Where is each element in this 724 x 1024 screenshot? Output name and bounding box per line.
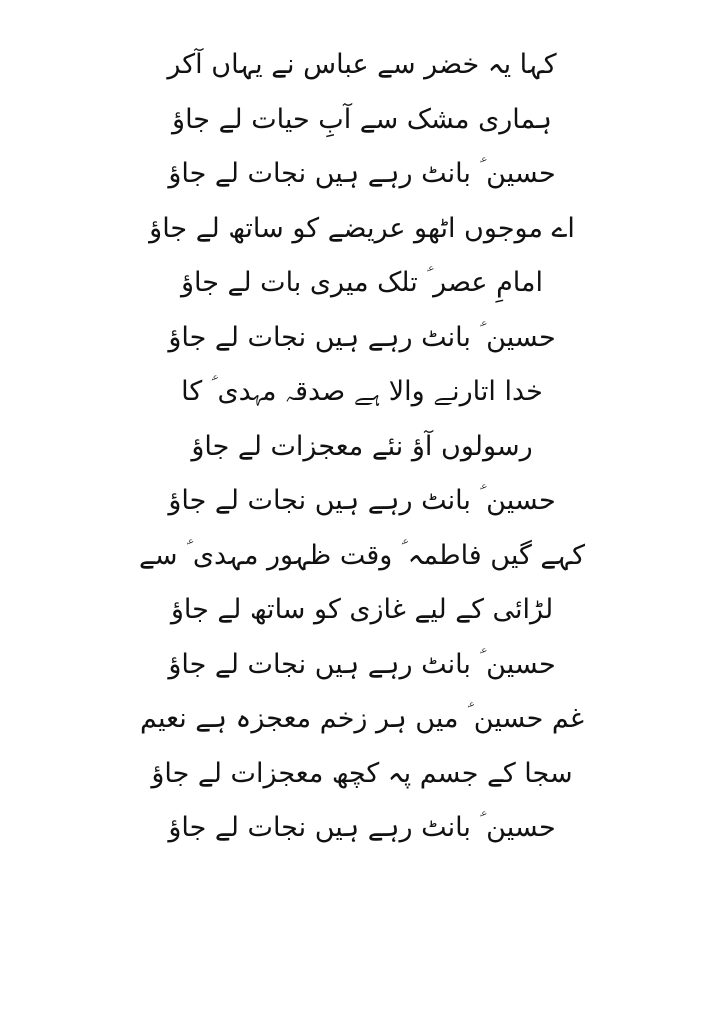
poem-line: غم حسین ؑ میں ہر زخم معجزہ ہے نعیم: [140, 703, 584, 734]
poem-line: ہماری مشک سے آبِ حیات لے جاؤ: [172, 103, 552, 135]
poem-line: حسین ؑ بانٹ رہے ہیں نجات لے جاؤ: [168, 648, 556, 680]
poem-line: کہا یہ خضر سے عباس نے یہاں آکر: [167, 49, 557, 80]
poem-line: حسین ؑ بانٹ رہے ہیں نجات لے جاؤ: [168, 485, 556, 516]
poem-line: کہے گیں فاطمہ ؑ وقت ظہور مہدی ؑ سے: [139, 539, 585, 571]
poem-line: سجا کے جسم پہ کچھ معجزات لے جاؤ: [151, 757, 573, 789]
poem-text: [60, 38, 664, 856]
poem-line: خدا اتارنے والا ہے صدقہ مہدی ؑ کا: [181, 376, 543, 407]
poem-line: حسین ؑ بانٹ رہے ہیں نجات لے جاؤ: [168, 158, 556, 189]
poem-line: حسین ؑ بانٹ رہے ہیں نجات لے جاؤ: [168, 812, 556, 843]
poem-line: اے موجوں اٹھو عریضے کو ساتھ لے جاؤ: [149, 212, 575, 244]
poem-line: امامِ عصر ؑ تلک میری بات لے جاؤ: [181, 267, 543, 298]
poem-line: رسولوں آؤ نئے معجزات لے جاؤ: [191, 430, 533, 462]
poem-line: لڑائی کے لیے غازی کو ساتھ لے جاؤ: [170, 594, 554, 625]
poem-line: حسین ؑ بانٹ رہے ہیں نجات لے جاؤ: [168, 321, 556, 353]
